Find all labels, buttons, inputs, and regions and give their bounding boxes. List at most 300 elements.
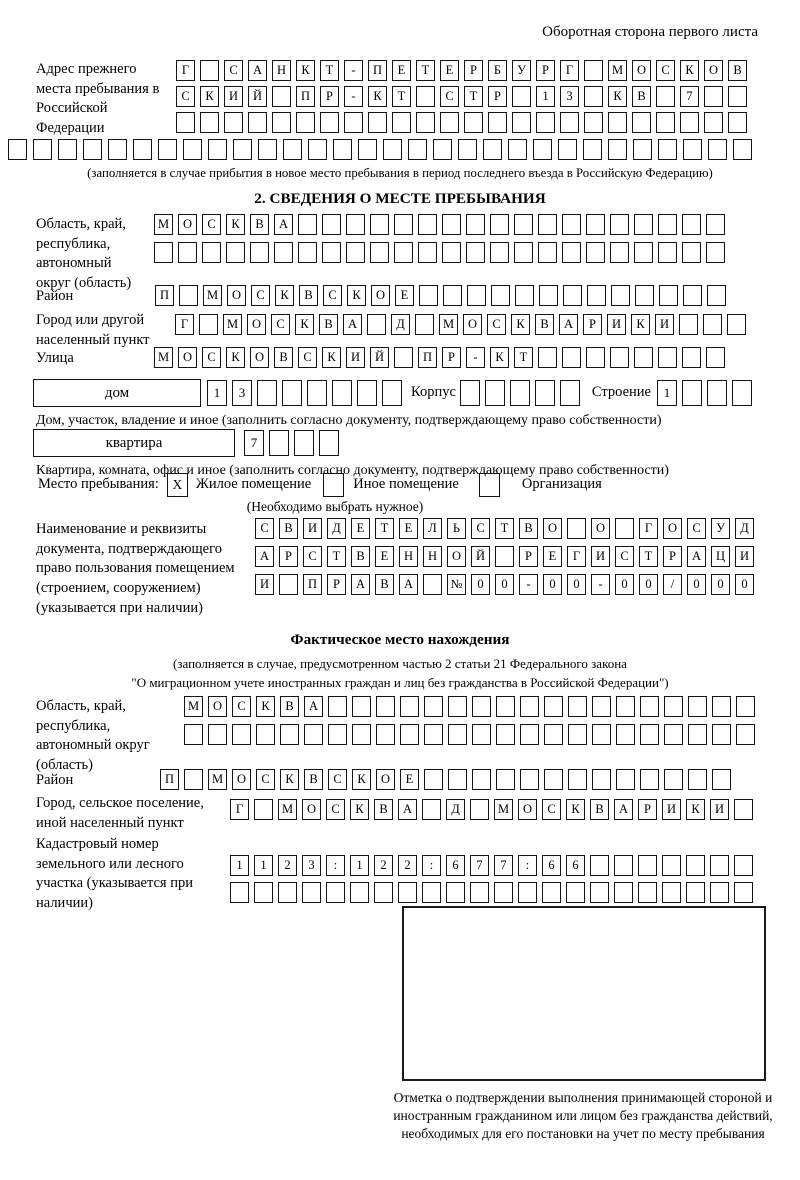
char-cell	[467, 285, 486, 306]
char-cell	[298, 242, 317, 263]
char-cell: Т	[464, 86, 483, 107]
char-cell	[544, 724, 563, 745]
char-cell	[542, 882, 561, 903]
char-cell	[322, 214, 341, 235]
char-cell: О	[371, 285, 390, 306]
char-cell: К	[226, 347, 245, 368]
char-cell: В	[279, 518, 298, 539]
char-cell	[583, 139, 602, 160]
char-cell: П	[160, 769, 179, 790]
char-cell	[544, 696, 563, 717]
actual-region-row-1	[184, 696, 755, 717]
document-row-3	[255, 574, 754, 595]
char-cell	[679, 314, 698, 335]
street-label: Улица	[36, 350, 74, 366]
char-cell	[423, 574, 442, 595]
char-cell	[307, 380, 327, 406]
char-cell	[610, 242, 629, 263]
char-cell	[614, 855, 633, 876]
char-cell	[656, 112, 675, 133]
char-cell	[682, 380, 702, 406]
char-cell	[483, 139, 502, 160]
char-cell	[352, 724, 371, 745]
apartment-note: Квартира, комната, офис и иное (заполнить согласно документу, подтверждающему право собственности)	[36, 463, 669, 478]
char-cell	[328, 696, 347, 717]
char-cell	[560, 112, 579, 133]
header-note: Оборотная сторона первого листа	[542, 24, 758, 40]
char-cell	[184, 724, 203, 745]
char-cell: В	[304, 769, 323, 790]
char-cell: С	[303, 546, 322, 567]
char-cell	[472, 724, 491, 745]
char-cell: 7	[244, 430, 264, 456]
house-field-label-box: дом	[33, 379, 201, 407]
char-cell: В	[728, 60, 747, 81]
char-cell: А	[398, 799, 417, 820]
char-cell: 0	[735, 574, 754, 595]
char-cell	[634, 347, 653, 368]
char-cell: М	[154, 214, 173, 235]
char-cell	[382, 380, 402, 406]
char-cell	[658, 347, 677, 368]
char-cell: 6	[566, 855, 585, 876]
char-cell	[183, 139, 202, 160]
char-cell: А	[304, 696, 323, 717]
prev-address-row-1	[176, 60, 747, 81]
char-cell: Н	[423, 546, 442, 567]
char-cell	[280, 724, 299, 745]
char-cell	[254, 799, 273, 820]
char-cell: В	[299, 285, 318, 306]
korpus-label: Корпус	[411, 384, 456, 401]
char-cell	[248, 112, 267, 133]
char-cell: К	[280, 769, 299, 790]
char-cell	[584, 86, 603, 107]
char-cell	[515, 285, 534, 306]
char-cell: Е	[392, 60, 411, 81]
char-cell: М	[439, 314, 458, 335]
char-cell	[586, 347, 605, 368]
char-cell: Л	[423, 518, 442, 539]
char-cell	[370, 214, 389, 235]
char-cell	[394, 242, 413, 263]
char-cell: С	[271, 314, 290, 335]
char-cell: К	[490, 347, 509, 368]
char-cell	[710, 882, 729, 903]
char-cell	[472, 696, 491, 717]
char-cell: И	[591, 546, 610, 567]
char-cell	[400, 696, 419, 717]
char-cell	[682, 214, 701, 235]
char-cell: С	[471, 518, 490, 539]
char-cell	[490, 214, 509, 235]
char-cell	[734, 799, 753, 820]
char-cell: :	[518, 855, 537, 876]
prev-address-footnote: (заполняется в случае прибытия в новое место пребывания в период последнего въезда в Российскую Федерацию)	[87, 166, 713, 180]
char-cell	[296, 112, 315, 133]
char-cell	[608, 112, 627, 133]
char-cell: В	[274, 347, 293, 368]
char-cell: К	[686, 799, 705, 820]
char-cell	[319, 430, 339, 456]
char-cell	[433, 139, 452, 160]
char-cell: С	[256, 769, 275, 790]
actual-region-grid	[184, 696, 755, 752]
char-cell	[592, 724, 611, 745]
char-cell: А	[559, 314, 578, 335]
char-cell: П	[368, 60, 387, 81]
char-cell	[608, 139, 627, 160]
char-cell: А	[343, 314, 362, 335]
char-cell: Р	[519, 546, 538, 567]
region-row-1	[154, 214, 725, 235]
char-cell: 6	[542, 855, 561, 876]
char-cell	[448, 696, 467, 717]
document-row-1	[255, 518, 754, 539]
char-cell	[394, 347, 413, 368]
stay-type-option-other-premise: Иное помещение	[353, 476, 459, 493]
char-cell	[662, 855, 681, 876]
char-cell: К	[352, 769, 371, 790]
char-cell	[734, 882, 753, 903]
char-cell	[350, 882, 369, 903]
prev-address-row-4	[8, 139, 752, 160]
char-cell	[376, 724, 395, 745]
char-cell	[562, 214, 581, 235]
char-cell: 0	[567, 574, 586, 595]
char-cell: И	[735, 546, 754, 567]
char-cell	[538, 214, 557, 235]
char-cell: К	[226, 214, 245, 235]
char-cell: К	[347, 285, 366, 306]
char-cell: 0	[615, 574, 634, 595]
char-cell	[424, 769, 443, 790]
char-cell	[58, 139, 77, 160]
char-cell	[400, 724, 419, 745]
char-cell	[442, 214, 461, 235]
char-cell: 0	[471, 574, 490, 595]
actual-location-note-line1: (заполняется в случае, предусмотренном частью 2 статьи 21 Федерального закона	[173, 656, 627, 671]
char-cell	[383, 139, 402, 160]
char-cell	[562, 347, 581, 368]
char-cell: С	[202, 347, 221, 368]
char-cell: М	[184, 696, 203, 717]
char-cell: Н	[272, 60, 291, 81]
char-cell	[230, 882, 249, 903]
char-cell: :	[326, 855, 345, 876]
char-cell	[398, 882, 417, 903]
char-cell	[274, 242, 293, 263]
char-cell	[494, 882, 513, 903]
char-cell	[638, 855, 657, 876]
char-cell: -	[344, 60, 363, 81]
char-cell	[664, 696, 683, 717]
char-cell: Г	[176, 60, 195, 81]
char-cell	[590, 882, 609, 903]
char-cell	[333, 139, 352, 160]
char-cell: А	[255, 546, 274, 567]
char-cell: М	[278, 799, 297, 820]
char-cell: 2	[374, 855, 393, 876]
apartment-row	[33, 429, 339, 457]
char-cell	[418, 242, 437, 263]
char-cell: /	[663, 574, 682, 595]
char-cell	[108, 139, 127, 160]
char-cell	[682, 347, 701, 368]
cadastral-row-1	[230, 855, 753, 876]
char-cell	[233, 139, 252, 160]
char-cell	[258, 139, 277, 160]
actual-location-title: Фактическое место нахождения	[290, 631, 510, 648]
char-cell	[368, 112, 387, 133]
char-cell: А	[274, 214, 293, 235]
cadastral-grid	[230, 855, 753, 909]
char-cell	[728, 86, 747, 107]
char-cell	[514, 214, 533, 235]
char-cell	[706, 347, 725, 368]
char-cell: Й	[370, 347, 389, 368]
char-cell	[539, 285, 558, 306]
char-cell	[538, 347, 557, 368]
actual-region-label: Область, край, республика, автономный округ (область)	[36, 698, 150, 774]
char-cell	[560, 380, 580, 406]
char-cell: О	[250, 347, 269, 368]
stay-type-row	[38, 473, 602, 497]
char-cell	[616, 769, 635, 790]
char-cell	[357, 380, 377, 406]
char-cell: О	[178, 347, 197, 368]
char-cell: К	[256, 696, 275, 717]
cadastral-label: Кадастровый номер земельного или лесного участка (указывается при наличии)	[36, 836, 193, 912]
char-cell: Е	[395, 285, 414, 306]
stay-type-label: Место пребывания:	[38, 476, 159, 493]
char-cell	[374, 882, 393, 903]
char-cell: 1	[207, 380, 227, 406]
char-cell: С	[615, 546, 634, 567]
char-cell: О	[543, 518, 562, 539]
korpus-cells	[460, 380, 580, 406]
char-cell: Б	[488, 60, 507, 81]
char-cell	[584, 60, 603, 81]
char-cell	[352, 696, 371, 717]
char-cell	[520, 724, 539, 745]
char-cell	[254, 882, 273, 903]
char-cell	[535, 380, 555, 406]
char-cell: С	[440, 86, 459, 107]
char-cell: М	[154, 347, 173, 368]
street-row	[154, 347, 725, 368]
char-cell: У	[711, 518, 730, 539]
char-cell	[587, 285, 606, 306]
char-cell: -	[344, 86, 363, 107]
char-cell	[592, 769, 611, 790]
char-cell: 3	[560, 86, 579, 107]
char-cell: В	[519, 518, 538, 539]
region-label: Область, край, республика, автономный округ (область)	[36, 216, 132, 292]
char-cell	[706, 242, 725, 263]
house-note: Дом, участок, владение и иное (заполнить согласно документу, подтверждающему право собственности)	[36, 413, 662, 428]
char-cell	[302, 882, 321, 903]
char-cell: -	[591, 574, 610, 595]
char-cell	[568, 696, 587, 717]
char-cell	[367, 314, 386, 335]
char-cell: 6	[446, 855, 465, 876]
char-cell	[688, 724, 707, 745]
char-cell	[586, 242, 605, 263]
char-cell	[558, 139, 577, 160]
char-cell	[732, 380, 752, 406]
char-cell	[224, 112, 243, 133]
char-cell	[495, 546, 514, 567]
char-cell: О	[447, 546, 466, 567]
char-cell	[712, 769, 731, 790]
char-cell: Р	[663, 546, 682, 567]
char-cell	[563, 285, 582, 306]
district-row	[155, 285, 726, 306]
char-cell: А	[614, 799, 633, 820]
actual-city-label: Город, сельское поселение, иной населенный пункт	[36, 795, 204, 831]
char-cell	[466, 214, 485, 235]
char-cell	[538, 242, 557, 263]
char-cell: М	[223, 314, 242, 335]
char-cell	[635, 285, 654, 306]
char-cell: С	[202, 214, 221, 235]
char-cell	[470, 882, 489, 903]
char-cell: И	[607, 314, 626, 335]
char-cell	[562, 242, 581, 263]
char-cell: К	[680, 60, 699, 81]
char-cell	[328, 724, 347, 745]
char-cell: С	[687, 518, 706, 539]
char-cell	[272, 112, 291, 133]
char-cell	[688, 769, 707, 790]
char-cell	[610, 214, 629, 235]
char-cell	[460, 380, 480, 406]
char-cell	[510, 380, 530, 406]
char-cell	[422, 882, 441, 903]
char-cell: И	[710, 799, 729, 820]
char-cell	[358, 139, 377, 160]
char-cell	[272, 86, 291, 107]
char-cell	[208, 724, 227, 745]
char-cell: 0	[495, 574, 514, 595]
char-cell	[416, 86, 435, 107]
char-cell	[682, 242, 701, 263]
char-cell: О	[232, 769, 251, 790]
char-cell	[615, 518, 634, 539]
char-cell	[704, 112, 723, 133]
char-cell	[448, 769, 467, 790]
char-cell: К	[566, 799, 585, 820]
char-cell: 0	[639, 574, 658, 595]
char-cell: К	[295, 314, 314, 335]
char-cell	[710, 855, 729, 876]
char-cell	[590, 855, 609, 876]
char-cell	[232, 724, 251, 745]
char-cell: С	[224, 60, 243, 81]
char-cell: Р	[638, 799, 657, 820]
char-cell	[304, 724, 323, 745]
char-cell	[683, 139, 702, 160]
char-cell	[418, 214, 437, 235]
char-cell: 0	[543, 574, 562, 595]
char-cell: Й	[248, 86, 267, 107]
char-cell	[496, 769, 515, 790]
char-cell: Р	[279, 546, 298, 567]
char-cell: А	[351, 574, 370, 595]
char-cell	[394, 214, 413, 235]
char-cell	[536, 112, 555, 133]
char-cell	[208, 139, 227, 160]
char-cell: К	[350, 799, 369, 820]
char-cell	[520, 769, 539, 790]
char-cell	[408, 139, 427, 160]
char-cell	[200, 112, 219, 133]
char-cell: Т	[639, 546, 658, 567]
char-cell: X	[167, 473, 188, 497]
stay-type-checkbox-organization	[479, 473, 500, 497]
char-cell: О	[227, 285, 246, 306]
char-cell: С	[251, 285, 270, 306]
char-cell	[458, 139, 477, 160]
char-cell	[279, 574, 298, 595]
char-cell: В	[319, 314, 338, 335]
char-cell: В	[250, 214, 269, 235]
char-cell	[199, 314, 218, 335]
char-cell	[658, 214, 677, 235]
stroenie-cells	[657, 380, 752, 406]
char-cell: Д	[446, 799, 465, 820]
char-cell: 2	[398, 855, 417, 876]
char-cell	[633, 139, 652, 160]
char-cell: М	[608, 60, 627, 81]
char-cell	[544, 769, 563, 790]
char-cell	[320, 112, 339, 133]
char-cell: О	[632, 60, 651, 81]
char-cell: Е	[440, 60, 459, 81]
char-cell: №	[447, 574, 466, 595]
house-number-cells	[207, 380, 402, 406]
actual-region-row-2	[184, 724, 755, 745]
char-cell	[184, 769, 203, 790]
char-cell: Т	[327, 546, 346, 567]
document-label: Наименование и реквизиты документа, подтверждающего право пользования помещением (строением, сооружением) (указывается при наличии)	[36, 521, 235, 616]
char-cell: С	[487, 314, 506, 335]
char-cell	[326, 882, 345, 903]
char-cell: О	[376, 769, 395, 790]
char-cell: Е	[351, 518, 370, 539]
char-cell: С	[232, 696, 251, 717]
char-cell	[634, 214, 653, 235]
char-cell	[424, 696, 443, 717]
char-cell	[533, 139, 552, 160]
char-cell	[466, 242, 485, 263]
char-cell	[83, 139, 102, 160]
char-cell: К	[608, 86, 627, 107]
char-cell: Д	[735, 518, 754, 539]
char-cell: В	[374, 799, 393, 820]
char-cell: М	[208, 769, 227, 790]
stay-type-note: (Необходимо выбрать нужное)	[246, 499, 424, 514]
char-cell: Т	[416, 60, 435, 81]
char-cell: 2	[278, 855, 297, 876]
char-cell	[256, 724, 275, 745]
char-cell: 0	[711, 574, 730, 595]
char-cell	[686, 855, 705, 876]
char-cell: Й	[471, 546, 490, 567]
char-cell: Н	[399, 546, 418, 567]
char-cell	[257, 380, 277, 406]
